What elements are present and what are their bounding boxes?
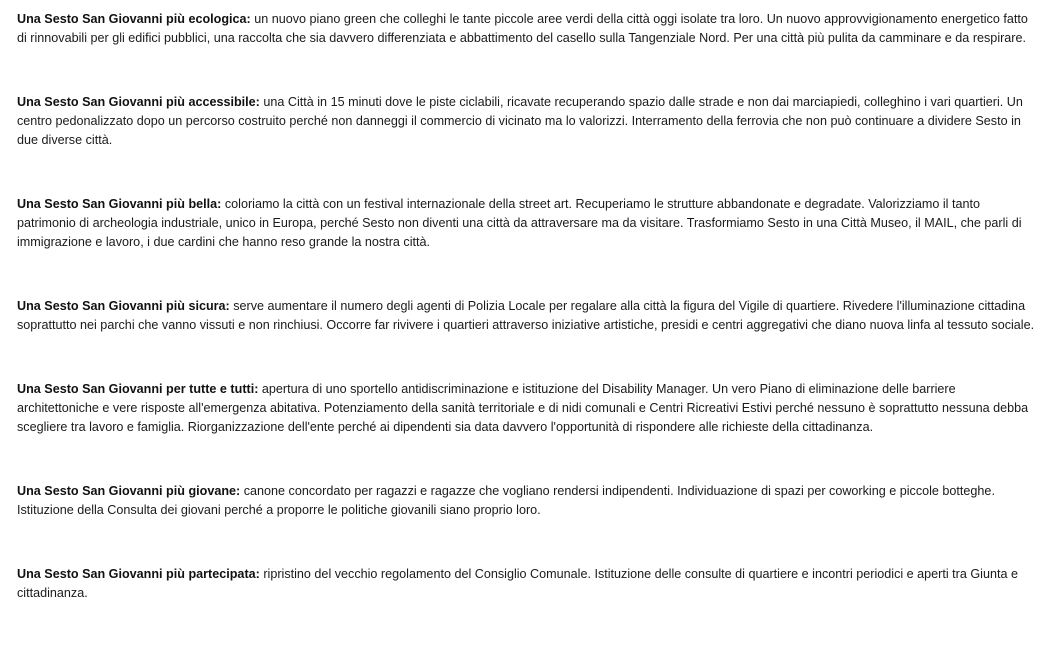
point-title: Una Sesto San Giovanni più ecologica: <box>17 12 251 26</box>
point-title: Una Sesto San Giovanni più sicura: <box>17 299 230 313</box>
point-title: Una Sesto San Giovanni più partecipata: <box>17 567 260 581</box>
point-title: Una Sesto San Giovanni più giovane: <box>17 484 241 498</box>
point-giovane <box>17 482 1039 520</box>
point-title: Una Sesto San Giovanni per tutte e tutti: <box>17 382 259 396</box>
point-accessibile <box>17 93 1039 150</box>
point-text: una Città in 15 minuti dove le piste ciclabili, ricavate recuperando spazio dalle strade e non dai marciapiedi, colleghino i vari quartieri. Un centro pedonalizzato dopo un percorso costruito perché non danneggi il commercio di vicinato ma lo valorizzi. Interramento della ferrovia che non può continuare a dividere Sesto in due diverse città. <box>17 95 1023 147</box>
point-title: Una Sesto San Giovanni più accessibile: <box>17 95 260 109</box>
point-sicura <box>17 297 1039 335</box>
point-title: Una Sesto San Giovanni più bella: <box>17 197 222 211</box>
point-text: coloriamo la città con un festival internazionale della street art. Recuperiamo le strutture abbandonate e degradate. Valorizziamo il tanto patrimonio di archeologia industriale, unico in Europa, perché Sesto non diventi una città da attraversare ma da visitare. Trasformiamo Sesto in una Città Museo, il MAIL, che parli di immigrazione e lavoro, i due cardini che hanno reso grande la nostra città. <box>17 197 1022 249</box>
point-text: un nuovo piano green che colleghi le tante piccole aree verdi della città oggi isolate tra loro. Un nuovo approvvigionamento energetico fatto di rinnovabili per gli edifici pubblici, una raccolta che sia davvero differenziata e abbattimento del casello sulla Tangenziale Nord. Per una città più pulita da camminare e da respirare. <box>17 12 1028 45</box>
point-ecologica <box>17 10 1039 48</box>
point-partecipata <box>17 565 1039 603</box>
point-text: serve aumentare il numero degli agenti di Polizia Locale per regalare alla città la figura del Vigile di quartiere. Rivedere l'illuminazione cittadina soprattutto nei parchi che vanno vissuti e non rinchiusi. Occorre far rivivere i quartieri attraverso iniziative artistiche, presidi e centri aggregativi che diano nuova linfa al tessuto sociale. <box>17 299 1035 332</box>
point-bella <box>17 195 1039 252</box>
point-tutte-e-tutti <box>17 380 1039 437</box>
point-text: canone concordato per ragazzi e ragazze che vogliano rendersi indipendenti. Individuazione di spazi per coworking e piccole botteghe. Istituzione della Consulta dei giovani perché a proporre le politiche giovanili siano proprio loro. <box>17 484 995 517</box>
point-text: ripristino del vecchio regolamento del Consiglio Comunale. Istituzione delle consulte di quartiere e incontri periodici e aperti tra Giunta e cittadinanza. <box>17 567 1018 600</box>
point-text: apertura di uno sportello antidiscriminazione e istituzione del Disability Manager. Un vero Piano di eliminazione delle barriere architettoniche e vere risposte all'emergenza abitativa. Potenziamento della sanità territoriale e di nidi comunali e Centri Ricreativi Estivi perché nessuno è soprattutto nessuna debba scegliere tra lavoro e famiglia. Riorganizzazione dell'ente perché ai dipendenti sia data davvero l'opportunità di rispondere alle richieste della cittadinanza. <box>17 382 1029 434</box>
